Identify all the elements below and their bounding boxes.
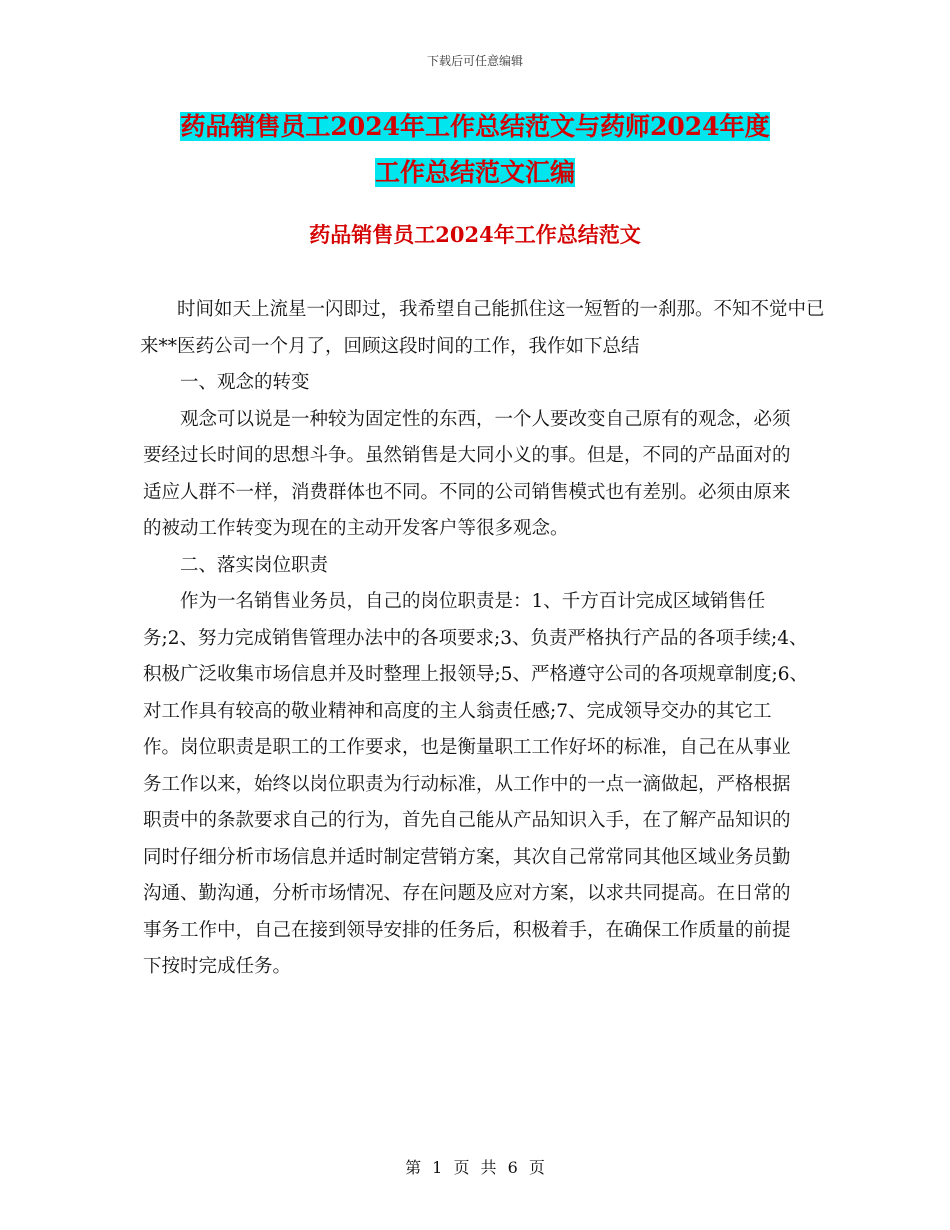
document-title-line-1: 药品销售员工2024年工作总结范文与药师2024年度 — [180, 112, 770, 141]
duties-paragraph: 作为一名销售业务员，自己的岗位职责是：1、千方百计完成区域销售任务;2、努力完成销售管理办法中的各项要求;3、负责严格执行产品的各项手续;4、积极广泛收集市场信息并及时整理上报领导;5、严格遵守公司的各项规章制度;6、对工作具有较高的敬业精神和高度的主人翁责任感;7、完成领导交办的其它工作。岗位职责是职工的工作要求，也是衡量职工工作好坏的标准，自己在从事业务工作以来，始终以岗位职责为行动标准，从工作中的一点一滴做起，严格根据职责中的条款要求自己的行为，首先自己能从产品知识入手，在了解产品知识的同时仔细分析市场信息并适时制定营销方案，其次自己常常同其他区域业务员勤沟通、勤沟通，分析市场情况、存在问题及应对方案，以求共同提高。在日常的事务工作中，自己在接到领导安排的任务后，积极着手，在确保工作质量的前提下按时完成任务。 — [143, 591, 809, 977]
page-footer: 第 1 页 共 6 页 — [405, 1158, 545, 1177]
section-title: 药品销售员工2024年工作总结范文 — [309, 222, 641, 247]
document-title — [150, 104, 800, 196]
heading-concept-change: 一、观念的转变 — [180, 372, 310, 393]
document-body — [140, 292, 825, 986]
heading-job-duties: 二、落实岗位职责 — [180, 554, 329, 576]
header-note: 下载后可任意编辑 — [426, 54, 523, 68]
intro-paragraph: 时间如天上流星一闪即过，我希望自己能抓住这一短暂的一刹那。不知不觉中已来**医药公司一个月了，回顾这段时间的工作，我作如下总结 — [140, 299, 825, 357]
document-title-line-2: 工作总结范文汇编 — [374, 158, 575, 187]
concept-paragraph: 观念可以说是一种较为固定性的东西，一个人要改变自己原有的观念，必须要经过长时间的思想斗争。虽然销售是大同小义的事。但是，不同的产品面对的适应人群不一样，消费群体也不同。不同的公司销售模式也有差别。必须由原来的被动工作转变为现在的主动开发客户等很多观念。 — [143, 408, 791, 539]
